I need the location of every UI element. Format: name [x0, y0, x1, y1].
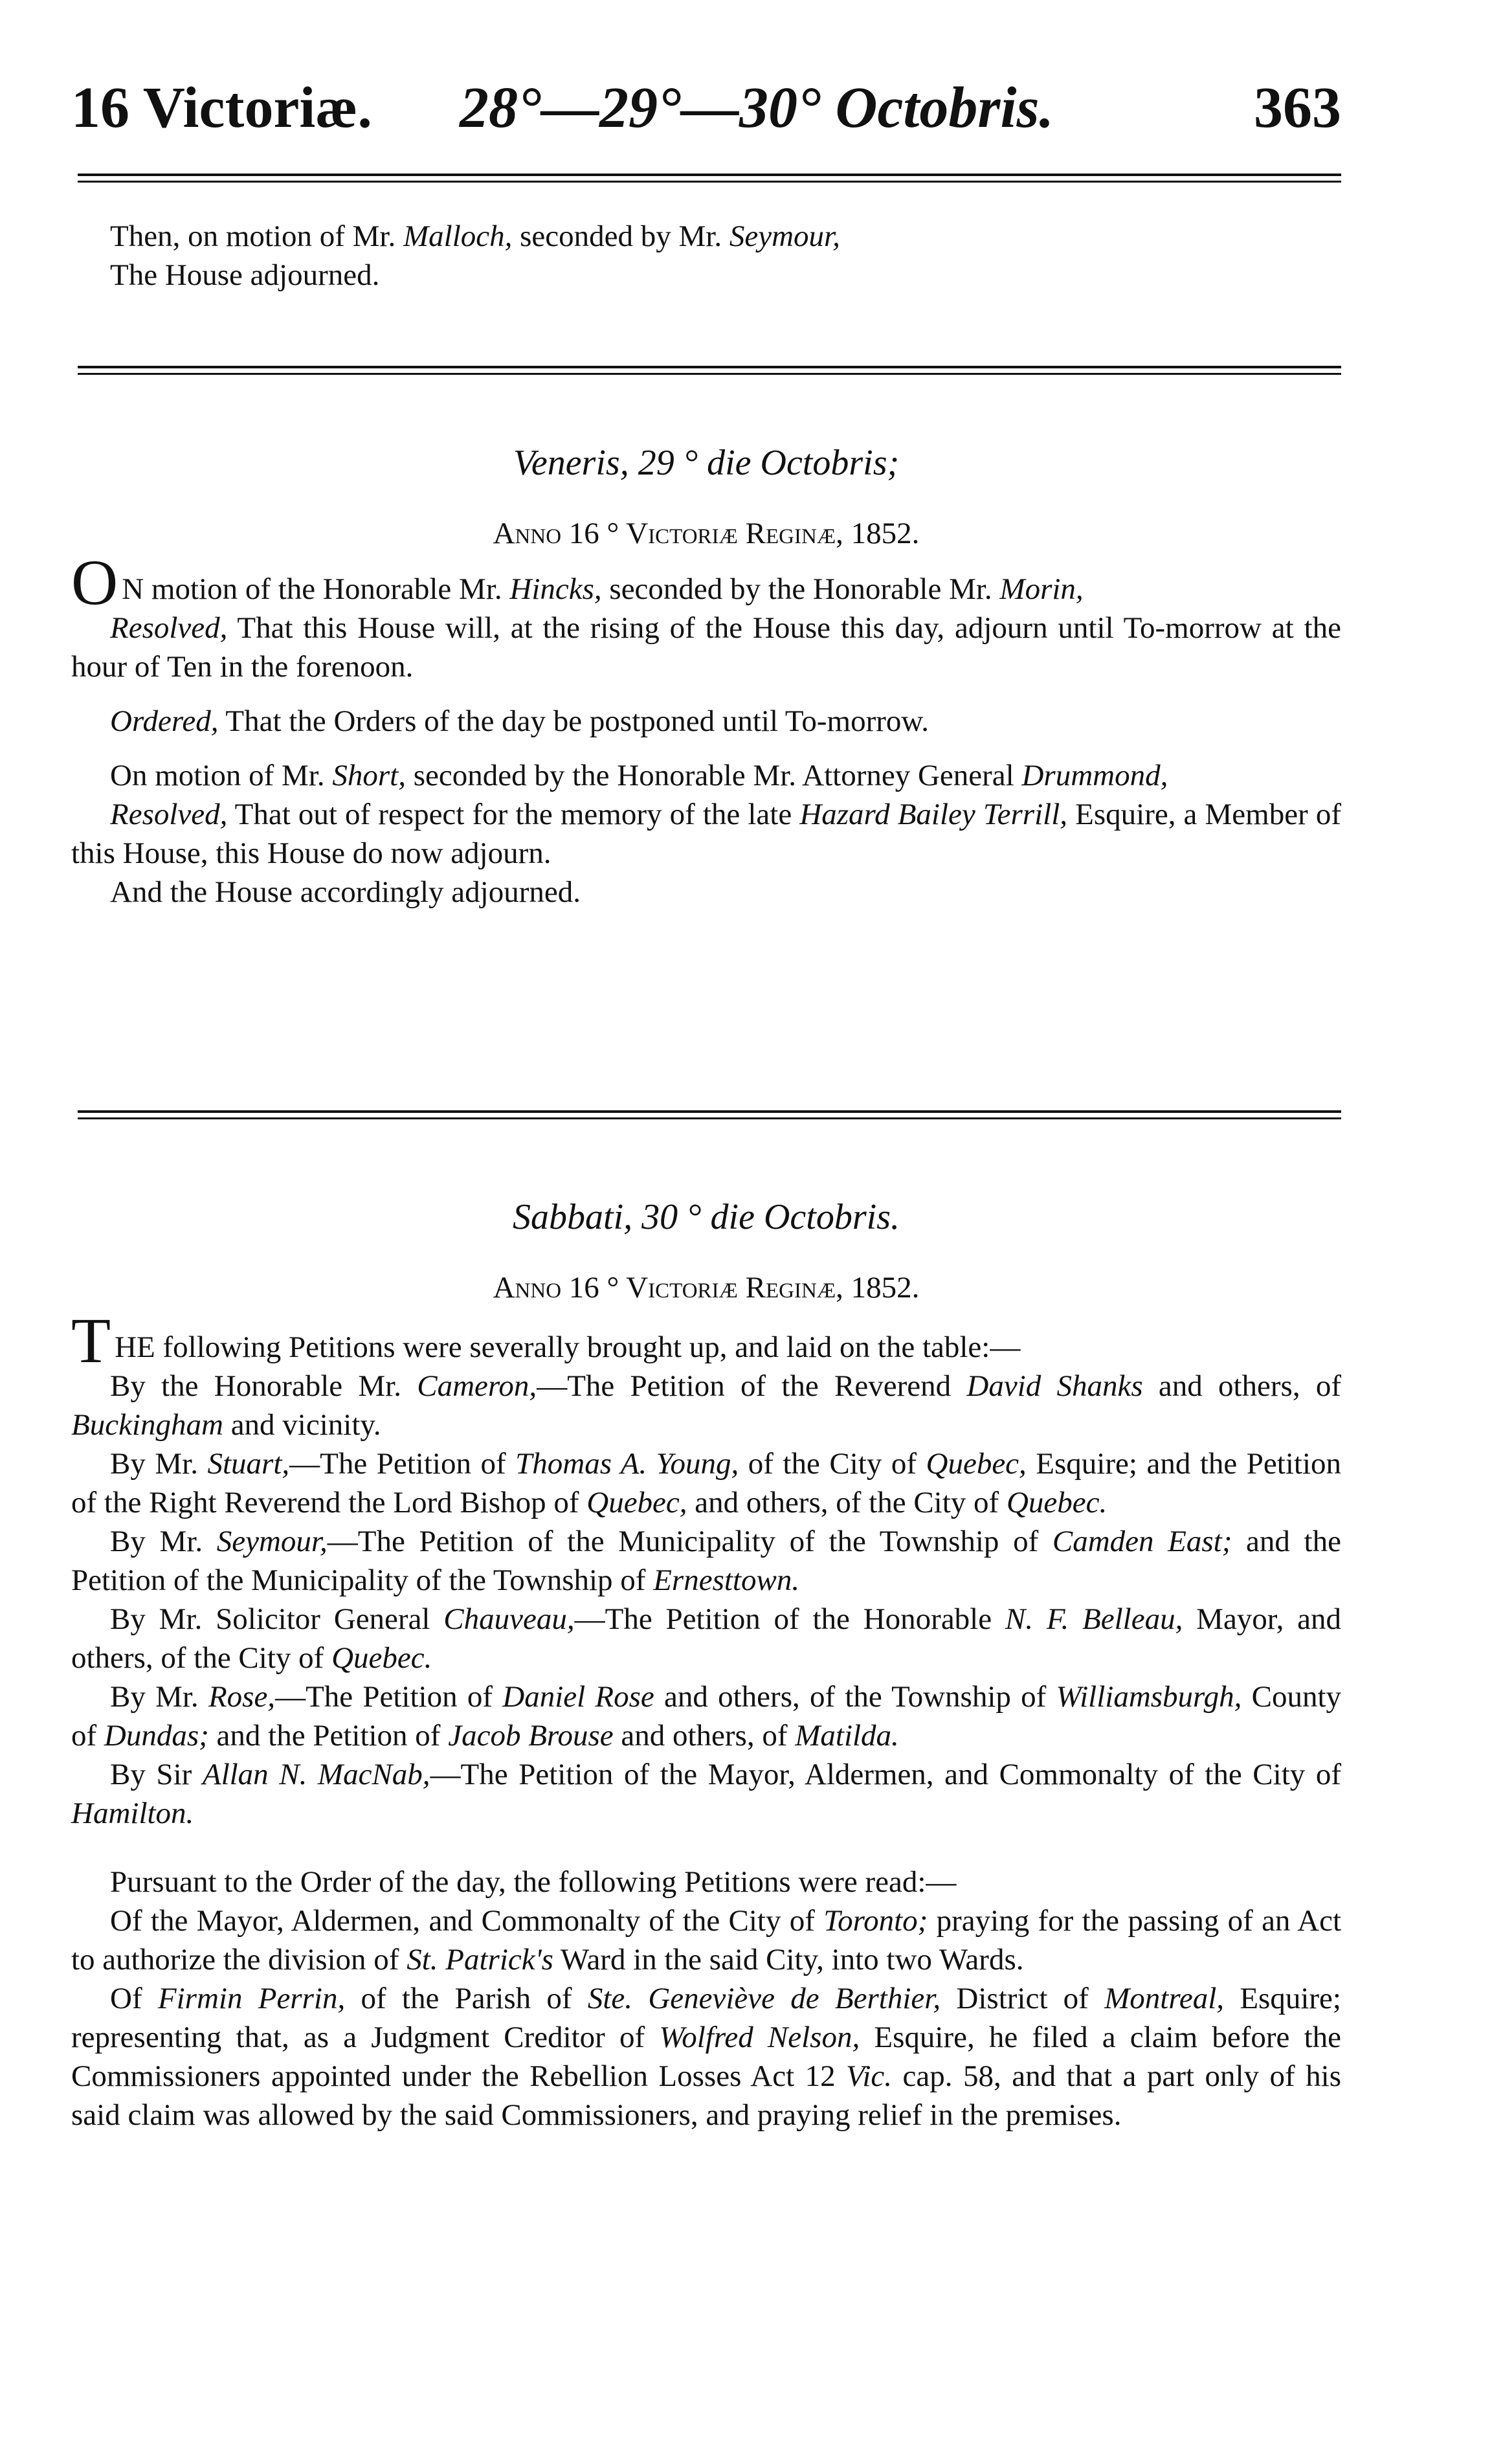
petition-entry: By Sir Allan N. MacNab,—The Petition of the Mayor, Aldermen, and Commonalty of the City of Hamilton.: [71, 1758, 1341, 1830]
petition-entry: By Mr. Rose,—The Petition of Daniel Rose and others, of the Township of Williamsburgh, County of Dundas; and the Petition of Jacob Brouse and others, of Matilda.: [71, 1680, 1342, 1753]
header-divider: [78, 174, 1341, 183]
section-divider: [78, 1110, 1341, 1119]
section-veneris: [71, 440, 1341, 912]
header-session: 16 Victoriæ.: [71, 76, 372, 140]
page-number: 363: [1254, 76, 1341, 140]
paragraph: O N motion of the Honorable Mr. Hincks, seconded by the Honorable Mr. Morin, Resolved, That this House will, at the rising of the House this day, adjourn until To-morrow at the hour of Ten in the forenoon.: [71, 546, 1341, 684]
section-adjournment: [71, 217, 1341, 295]
header-dates: 28°—29°—30° Octobris.: [460, 76, 1054, 140]
petition-entry: By Mr. Seymour,—The Petition of the Municipality of the Township of Camden East; and the Petition of the Municipality of the Township of Ernesttown.: [71, 1525, 1341, 1597]
paragraph: Ordered, That the Orders of the day be postponed until To-morrow.: [110, 704, 930, 738]
section-divider: [78, 366, 1341, 375]
document-page: [71, 0, 1341, 2464]
paragraph: Then, on motion of Mr. Malloch, seconded by Mr. Seymour,: [110, 219, 840, 253]
year-line: Anno 16 ° Victoriæ Reginæ, 1852.: [493, 517, 920, 550]
day-heading: Veneris, 29 ° die Octobris;: [513, 443, 900, 483]
petition-entry: By the Honorable Mr. Cameron,—The Petition of the Reverend David Shanks and others, of Buckingham and vicinity.: [71, 1369, 1341, 1442]
section-sabbati: [71, 1194, 1341, 2134]
petition-read: Of the Mayor, Aldermen, and Commonalty of the City of Toronto; praying for the passing of an Act to authorize the division of St. Patrick's Ward in the said City, into two Wards.: [71, 1904, 1342, 1977]
paragraph: On motion of Mr. Short, seconded by the Honorable Mr. Attorney General Drummond, Resolved, That out of respect for the memory of the late Hazard Bailey Terrill, Esquire, a Member of this House, this House do now adjourn.: [71, 759, 1341, 870]
year-line: Anno 16 ° Victoriæ Reginæ, 1852.: [493, 1271, 920, 1305]
paragraph: The House adjourned.: [110, 258, 380, 292]
paragraph: THE following Petitions were severally brought up, and laid on the table:—: [71, 1305, 1021, 1376]
paragraph: And the House accordingly adjourned.: [110, 875, 581, 909]
day-heading: Sabbati, 30 ° die Octobris.: [513, 1197, 900, 1237]
petition-entry: By Mr. Solicitor General Chauveau,—The Petition of the Honorable N. F. Belleau, Mayor, and others, of the City of Quebec.: [71, 1602, 1341, 1675]
page-header: [71, 73, 1341, 144]
paragraph: Pursuant to the Order of the day, the following Petitions were read:—: [110, 1865, 957, 1899]
petition-entry: By Mr. Stuart,—The Petition of Thomas A. Young, of the City of Quebec, Esquire; and the Petition of the Right Reverend the Lord Bishop of Quebec, and others, of the City of Quebec.: [71, 1447, 1341, 1519]
petition-read: Of Firmin Perrin, of the Parish of Ste. Geneviève de Berthier, District of Montreal, Esquire; representing that, as a Judgment Creditor of Wolfred Nelson, Esquire, he filed a claim before the Commissioners appointed under the Rebellion Losses Act 12 Vic. cap. 58, and that a part only of his said claim was allowed by the said Commissioners, and praying relief in the premises.: [71, 1982, 1341, 2132]
